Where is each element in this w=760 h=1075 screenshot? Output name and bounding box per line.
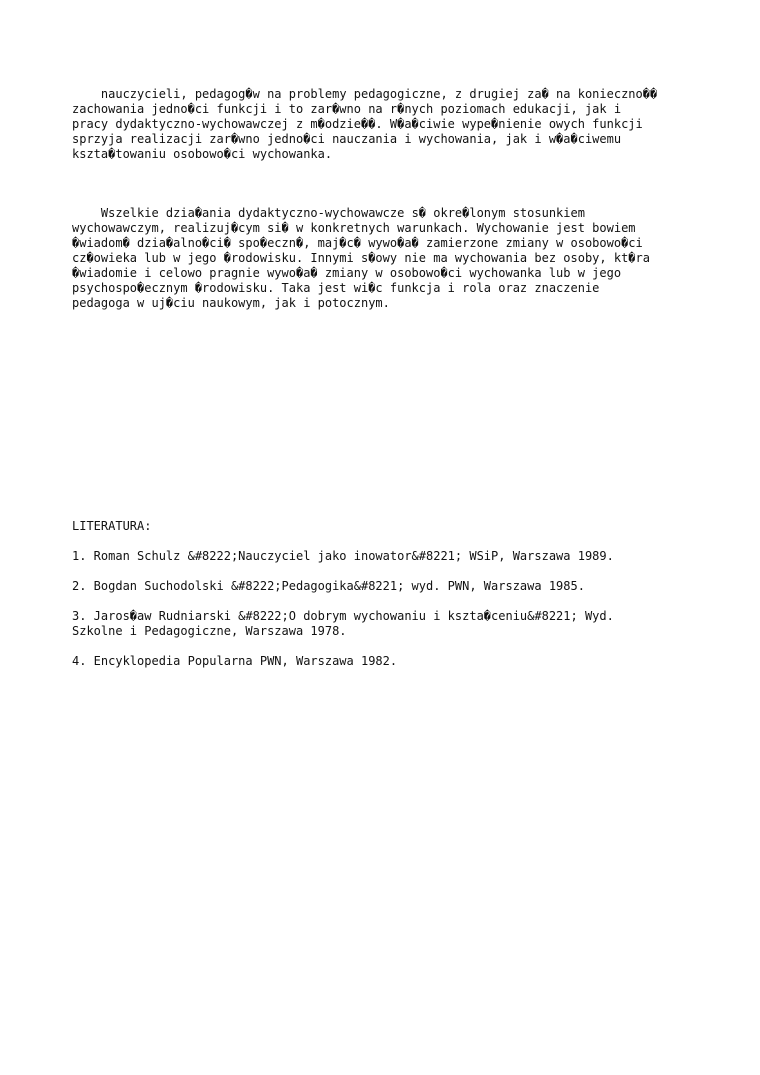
literature-heading: LITERATURA: xyxy=(72,519,152,533)
literature-section xyxy=(72,519,732,683)
text-line: sprzyja realizacji zar�wno jedno�ci nauczania i wychowania, jak i w�a�ciwemu xyxy=(72,131,622,146)
text-line: kszta�towaniu osobowo�ci wychowanka. xyxy=(72,146,333,161)
literature-item: 2. Bogdan Suchodolski &#8222;Pedagogika&#8221; wyd. PWN, Warszawa 1985. xyxy=(72,578,585,593)
text-line: �wiadomie i celowo pragnie wywo�a� zmiany w osobowo�ci wychowanka lub w jego xyxy=(72,265,622,280)
text-line: zachowania jedno�ci funkcji i to zar�wno na r�nych poziomach edukacji, jak i xyxy=(72,101,622,116)
text-line: wychowawczym, realizuj�cym si� w konkretnych warunkach. Wychowanie jest bowiem xyxy=(72,221,636,236)
text-line: pracy dydaktyczno-wychowawczej z m�odzie��. W�a�ciwie wype�nienie owych funkcji xyxy=(72,116,643,131)
paragraph xyxy=(72,72,732,176)
text-line: �wiadom� dzia�alno�ci� spo�eczn�, maj�c� wywo�a� zamierzone zmiany w osobowo�ci xyxy=(72,235,643,250)
literature-item: 3. Jaros�aw Rudniarski &#8222;O dobrym wychowaniu i kszta�ceniu&#8221; Wyd. Szkolne i Pedagogiczne, Warszawa 1978. xyxy=(72,608,614,638)
text-line: psychospo�ecznym �rodowisku. Taka jest wi�c funkcja i rola oraz znaczenie xyxy=(72,280,600,295)
literature-item: 1. Roman Schulz &#8222;Nauczyciel jako inowator&#8221; WSiP, Warszawa 1989. xyxy=(72,548,614,563)
paragraph xyxy=(72,191,732,325)
document-body xyxy=(72,72,732,325)
text-line: Wszelkie dzia�ania dydaktyczno-wychowawcze s� okre�lonym stosunkiem xyxy=(100,206,585,221)
text-line: pedagoga w uj�ciu naukowym, jak i potocznym. xyxy=(72,295,390,310)
text-line: nauczycieli, pedagog�w na problemy pedagogiczne, z drugiej za� na konieczno�� xyxy=(100,86,658,101)
text-line: cz�owieka lub w jego �rodowisku. Innymi s�owy nie ma wychowania bez osoby, kt�ra xyxy=(72,250,650,265)
literature-item: 4. Encyklopedia Popularna PWN, Warszawa 1982. xyxy=(72,653,398,668)
